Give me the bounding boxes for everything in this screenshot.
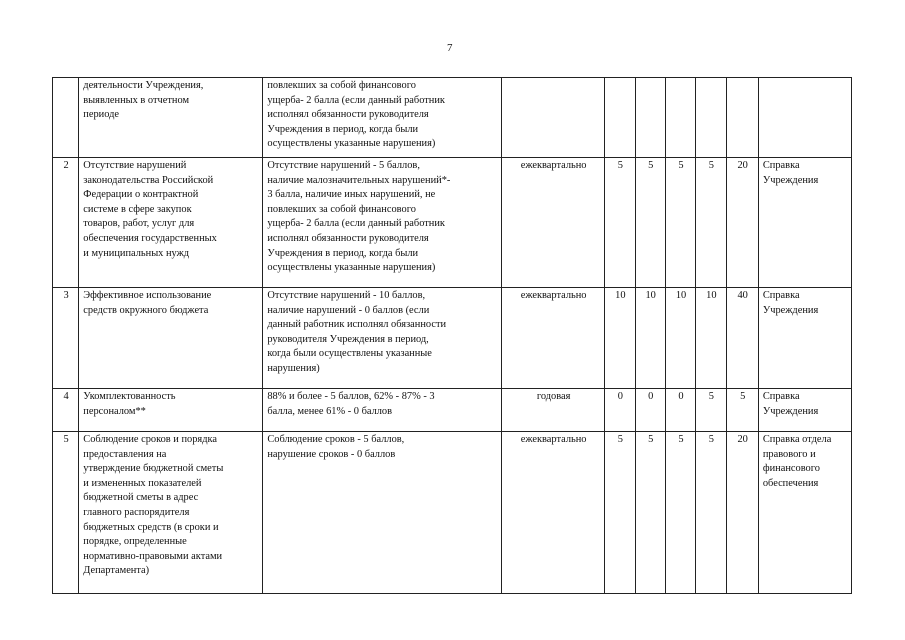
total-cell: 20 [726,432,758,594]
period-cell: годовая [502,389,605,432]
period-cell: ежеквартально [502,432,605,594]
indicator-cell: Эффективное использование средств окружного бюджета [79,288,263,389]
quarter-4-cell [696,78,726,158]
table-row [53,288,852,389]
quarter-1-cell [605,78,635,158]
quarter-2-cell: 5 [635,158,665,288]
quarter-4-cell: 10 [696,288,726,389]
indicator-cell: Соблюдение сроков и порядка предоставления на утверждение бюджетной сметы и измененных показателей бюджетной сметы в адрес главного распорядителя бюджетных средств (в сроки и порядке, определенные нормативно-правовыми актами Департамента) [79,432,263,594]
row-number: 2 [53,158,79,288]
indicator-cell: Отсутствие нарушений законодательства Российской Федерации о контрактной системе в сфере закупок товаров, работ, услуг для обеспечения государственных и муниципальных нужд [79,158,263,288]
row-number [53,78,79,158]
quarter-2-cell [635,78,665,158]
quarter-4-cell: 5 [696,389,726,432]
source-cell: Справка Учреждения [758,288,851,389]
source-cell: Справка Учреждения [758,389,851,432]
criteria-cell: 88% и более - 5 баллов, 62% - 87% - 3 балла, менее 61% - 0 баллов [263,389,502,432]
indicator-cell: деятельности Учреждения, выявленных в отчетном периоде [79,78,263,158]
criteria-cell: Отсутствие нарушений - 5 баллов, наличие малозначительных нарушений*- 3 балла, наличие иных нарушений, не повлекших за собой финансового ущерба- 2 балла (если данный работник исполнял обязанности руководителя Учреждения в период, когда были осуществлены указанные нарушения) [263,158,502,288]
quarter-4-cell: 5 [696,432,726,594]
table-row [53,78,852,158]
period-cell: ежеквартально [502,288,605,389]
quarter-3-cell: 0 [665,389,695,432]
criteria-cell: Отсутствие нарушений - 10 баллов, наличие нарушений - 0 баллов (если данный работник исполнял обязанности руководителя Учреждения в период, когда были осуществлены указанные нарушения) [263,288,502,389]
total-cell: 20 [726,158,758,288]
quarter-2-cell: 0 [635,389,665,432]
criteria-table [52,77,852,594]
indicator-cell: Укомплектованность персоналом** [79,389,263,432]
total-cell: 5 [726,389,758,432]
row-number: 3 [53,288,79,389]
source-cell [758,78,851,158]
source-cell: Справка Учреждения [758,158,851,288]
table-row [53,432,852,594]
source-cell: Справка отдела правового и финансового обеспечения [758,432,851,594]
period-cell [502,78,605,158]
criteria-cell: повлекших за собой финансового ущерба- 2 балла (если данный работник исполнял обязанности руководителя Учреждения в период, когда были осуществлены указанные нарушения) [263,78,502,158]
quarter-3-cell [665,78,695,158]
quarter-4-cell: 5 [696,158,726,288]
total-cell [726,78,758,158]
quarter-3-cell: 5 [665,158,695,288]
quarter-1-cell: 0 [605,389,635,432]
criteria-cell: Соблюдение сроков - 5 баллов, нарушение сроков - 0 баллов [263,432,502,594]
quarter-1-cell: 5 [605,432,635,594]
page-number: 7 [447,42,453,54]
table-row [53,389,852,432]
quarter-2-cell: 5 [635,432,665,594]
row-number: 4 [53,389,79,432]
quarter-3-cell: 10 [665,288,695,389]
quarter-1-cell: 5 [605,158,635,288]
quarter-2-cell: 10 [635,288,665,389]
row-number: 5 [53,432,79,594]
quarter-3-cell: 5 [665,432,695,594]
period-cell: ежеквартально [502,158,605,288]
quarter-1-cell: 10 [605,288,635,389]
total-cell: 40 [726,288,758,389]
table-row [53,158,852,288]
